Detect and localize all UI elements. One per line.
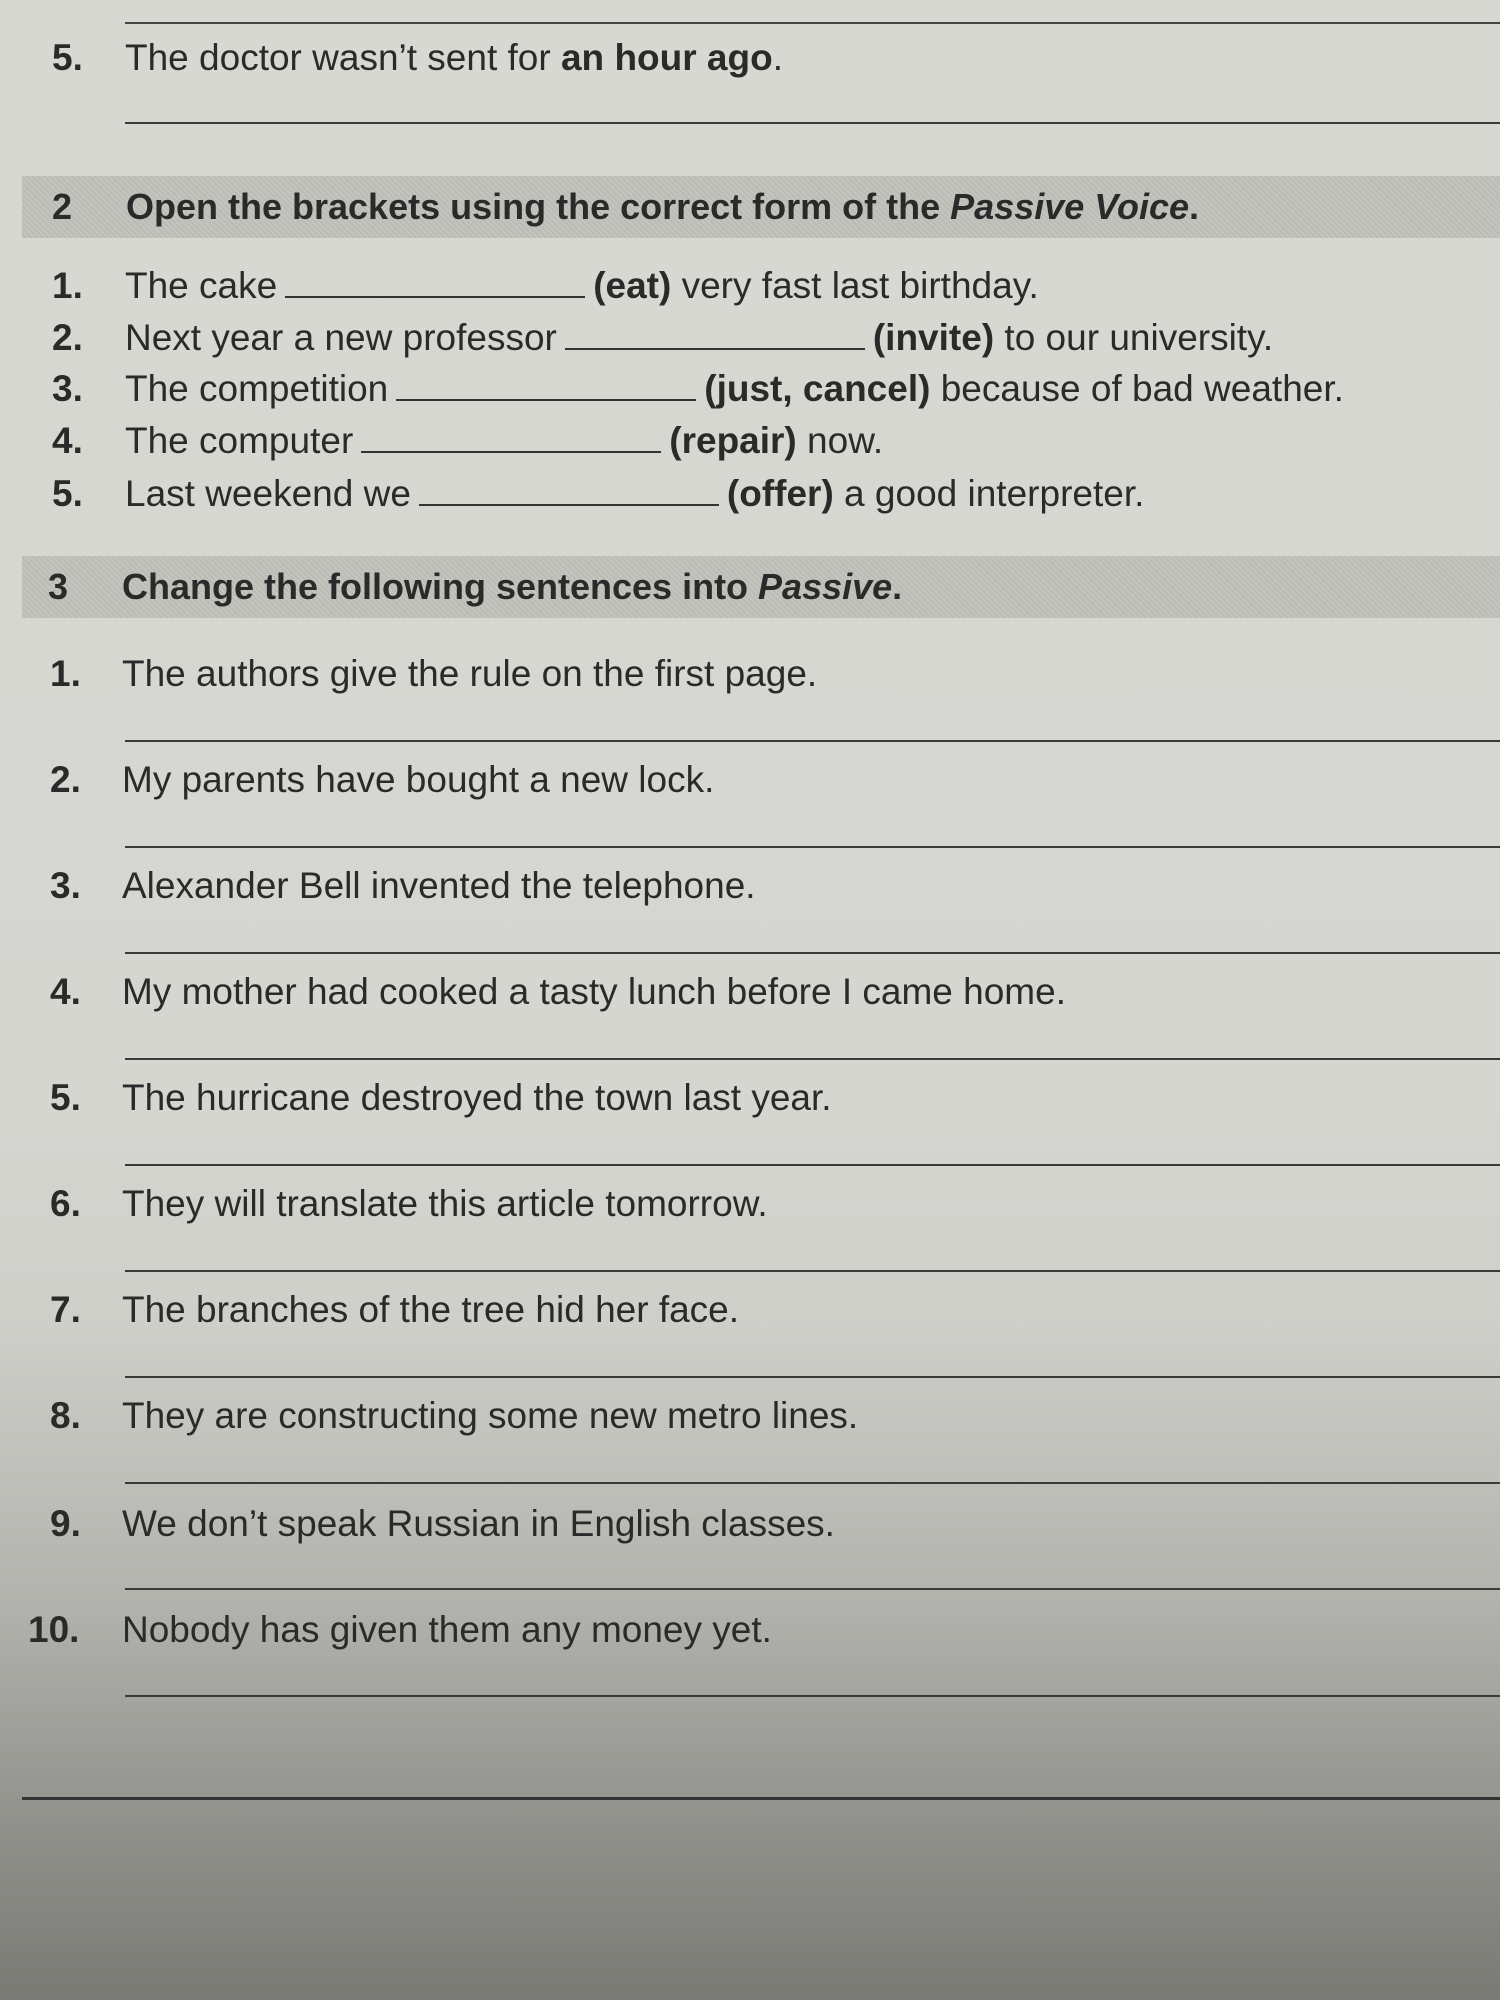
item-number: 1. [50, 653, 81, 694]
item-text [125, 36, 783, 80]
answer-line[interactable] [125, 1695, 1500, 1697]
section-title-italic: Passive Voice [950, 186, 1189, 227]
item-text: They will translate this article tomorrow. [122, 1183, 768, 1224]
item-number: 8. [50, 1395, 81, 1436]
answer-line[interactable] [125, 740, 1500, 742]
fill-in-blank[interactable] [419, 474, 719, 506]
section-title-end: . [892, 566, 903, 607]
section-number: 3 [48, 566, 69, 607]
item-text: The branches of the tree hid her face. [122, 1289, 740, 1330]
item-number: 6. [50, 1183, 81, 1224]
item-after: very fast last birthday. [671, 265, 1039, 306]
answer-line[interactable] [125, 1058, 1500, 1060]
item-text: They are constructing some new metro lines. [122, 1395, 859, 1436]
item-text [125, 419, 883, 463]
item-text [125, 367, 1344, 411]
section-title-text: Change the following sentences into [122, 566, 759, 607]
answer-line[interactable] [125, 1376, 1500, 1378]
item-after: a good interpreter. [833, 473, 1145, 514]
item-after: to our university. [994, 317, 1274, 358]
section-3-header [22, 556, 1500, 618]
item-text: We don’t speak Russian in English classes. [122, 1503, 835, 1544]
item-verb: (invite) [872, 317, 995, 358]
item-number: 5. [52, 473, 83, 514]
item-verb: (offer) [726, 473, 834, 514]
item-verb: (repair) [669, 420, 797, 461]
answer-line[interactable] [125, 1482, 1500, 1484]
section-2-header [22, 176, 1500, 238]
item-verb: (eat) [593, 265, 672, 306]
answer-line[interactable] [125, 1270, 1500, 1272]
item-text: My parents have bought a new lock. [122, 759, 715, 800]
item-after: now. [796, 420, 884, 461]
section-title-text: Open the brackets using the correct form of the [126, 186, 951, 227]
fill-in-blank[interactable] [285, 266, 585, 298]
item-number: 7. [50, 1289, 81, 1330]
section-title [122, 556, 902, 618]
item-text: The hurricane destroyed the town last year. [122, 1077, 832, 1118]
item-before: Next year a new professor [125, 317, 557, 358]
item-number: 2. [50, 759, 81, 800]
item-text [125, 264, 1039, 308]
item-number: 2. [52, 317, 83, 358]
item-text-bold: an hour ago [560, 37, 773, 78]
item-verb: (just, cancel) [704, 368, 931, 409]
item-number: 9. [50, 1503, 81, 1544]
page-divider [22, 1797, 1500, 1800]
item-text-plain: The doctor wasn’t sent for [125, 37, 561, 78]
item-number: 4. [50, 971, 81, 1012]
item-before: Last weekend we [125, 473, 411, 514]
section-number: 2 [52, 186, 73, 227]
item-text-end: . [772, 37, 783, 78]
item-text: The authors give the rule on the first page. [122, 653, 818, 694]
fill-in-blank[interactable] [396, 369, 696, 401]
item-number: 1. [52, 265, 83, 306]
answer-line[interactable] [125, 1164, 1500, 1166]
item-text [125, 316, 1273, 360]
answer-line [125, 122, 1500, 124]
item-number: 10. [28, 1609, 80, 1650]
item-number: 3. [50, 865, 81, 906]
section-title-end: . [1189, 186, 1200, 227]
fill-in-blank[interactable] [361, 421, 661, 453]
item-after: because of bad weather. [930, 368, 1344, 409]
answer-line[interactable] [125, 952, 1500, 954]
item-before: The cake [125, 265, 278, 306]
section-title [126, 176, 1199, 238]
answer-line[interactable] [125, 846, 1500, 848]
item-text: Alexander Bell invented the telephone. [122, 865, 756, 906]
item-text [125, 472, 1144, 516]
item-number: 3. [52, 368, 83, 409]
item-text: Nobody has given them any money yet. [122, 1609, 772, 1650]
item-number: 5. [52, 37, 83, 78]
answer-line [125, 22, 1500, 24]
section-title-italic: Passive [758, 566, 893, 607]
item-before: The computer [125, 420, 354, 461]
fill-in-blank[interactable] [565, 318, 865, 350]
answer-line[interactable] [125, 1588, 1500, 1590]
item-before: The competition [125, 368, 389, 409]
item-number: 5. [50, 1077, 81, 1118]
item-number: 4. [52, 420, 83, 461]
item-text: My mother had cooked a tasty lunch before I came home. [122, 971, 1066, 1012]
